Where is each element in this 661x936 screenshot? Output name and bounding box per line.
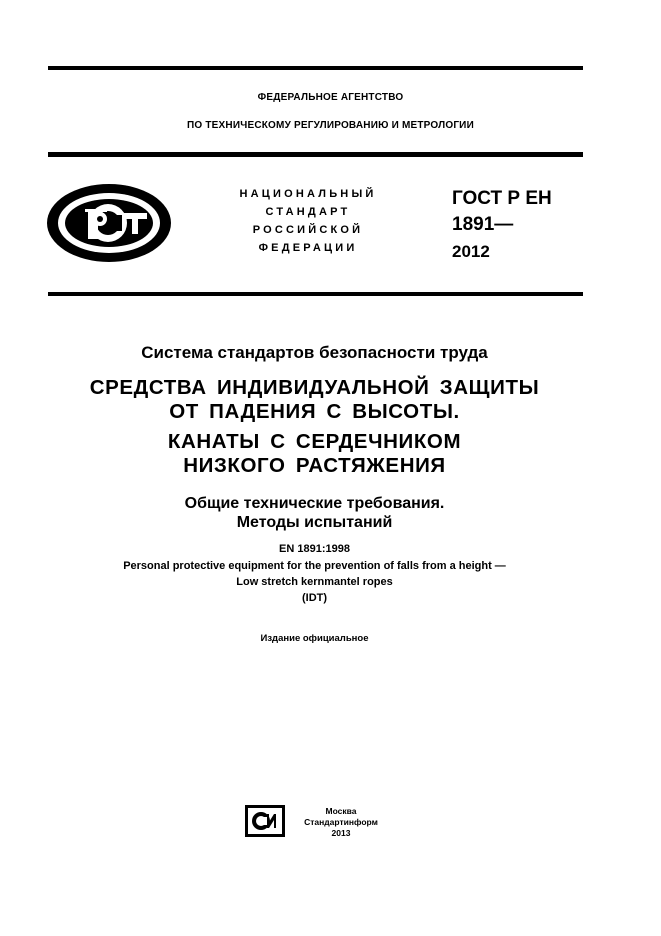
series-title: Система стандартов безопасности труда [141,343,488,362]
main-title-line-4: НИЗКОГО РАСТЯЖЕНИЯ [183,454,446,477]
main-title-line-1: СРЕДСТВА ИНДИВИДУАЛЬНОЙ ЗАЩИТЫ [89,376,540,399]
gost-r-logo [45,182,173,264]
national-line-2: СТАНДАРТ [265,206,351,218]
publisher-city: Москва [325,806,357,816]
subtitle-line-2: Методы испытаний [236,514,393,531]
gost-code-line-1: ГОСТ Р ЕН [452,188,552,209]
gost-code-line-3: 2012 [452,242,490,261]
top-rule [48,66,583,70]
header-rule [48,152,583,157]
standartinform-logo [245,805,285,837]
en-idt: (IDT) [301,592,328,604]
gost-code-line-2: 1891— [452,214,514,235]
publisher-name: Стандартинформ [304,817,378,827]
national-line-4: ФЕДЕРАЦИИ [258,242,358,254]
en-standard-code: EN 1891:1998 [279,543,350,555]
en-title-line-2: Low stretch kernmantel ropes [236,576,393,588]
en-title-line-1: Personal protective equipment for the prevention of falls from a height — [123,560,506,572]
national-line-3: РОССИЙСКОЙ [252,224,364,236]
publisher-year: 2013 [331,828,351,838]
agency-line-1: ФЕДЕРАЛЬНОЕ АГЕНТСТВО [257,92,404,103]
agency-line-2: ПО ТЕХНИЧЕСКОМУ РЕГУЛИРОВАНИЮ И МЕТРОЛОГИИ [187,120,474,131]
national-line-1: НАЦИОНАЛЬНЫЙ [239,188,377,200]
standard-block-rule [48,292,583,296]
edition-label: Издание официальное [260,633,369,644]
main-title-line-3: КАНАТЫ С СЕРДЕЧНИКОМ [167,430,462,453]
main-title-line-2: ОТ ПАДЕНИЯ С ВЫСОТЫ. [169,400,460,423]
subtitle-line-1: Общие технические требования. [184,495,445,512]
